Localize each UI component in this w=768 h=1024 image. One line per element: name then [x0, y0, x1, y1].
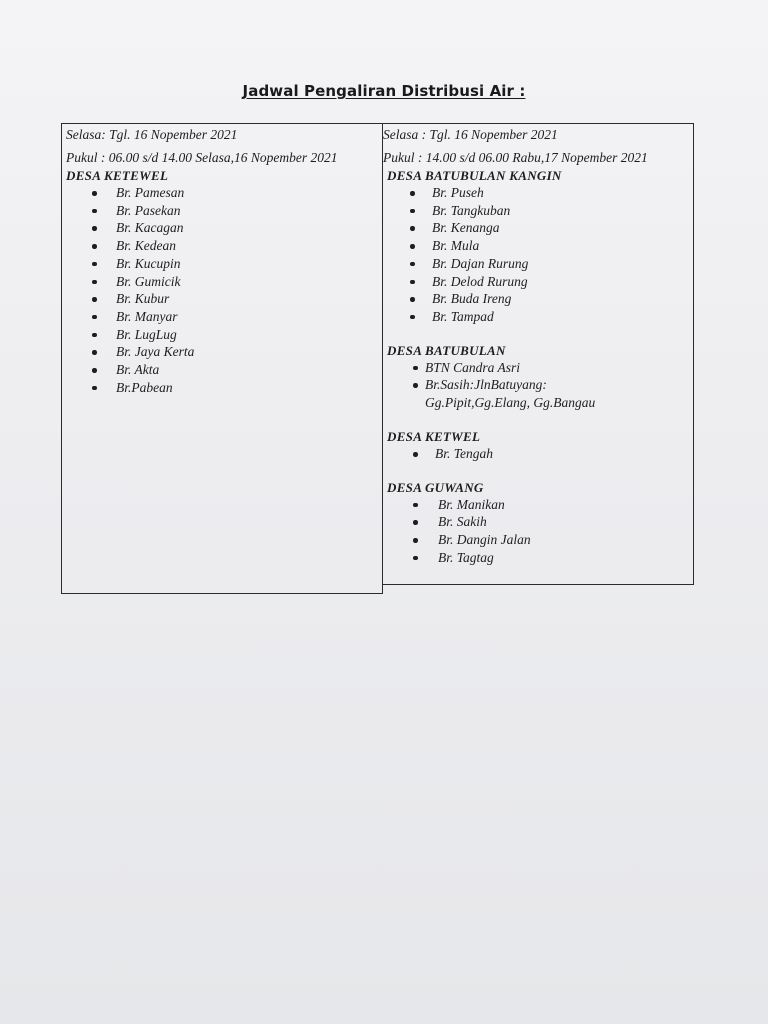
- bullet-icon: [92, 226, 97, 231]
- list-item: Br. Sakih: [383, 513, 689, 531]
- list-item: Br. Kenanga: [383, 219, 689, 237]
- bullet-icon: [410, 297, 415, 302]
- list-item: Br. Tengah: [383, 445, 689, 463]
- bullet-icon: [410, 209, 415, 214]
- banjar-list: [66, 184, 378, 396]
- banjar-list: [383, 184, 689, 326]
- bullet-icon: [413, 383, 418, 388]
- list-item: BTN Candra Asri: [383, 359, 689, 377]
- list-item: Br.Sasih:JlnBatuyang:: [383, 376, 689, 394]
- list-item-continuation: Gg.Pipit,Gg.Elang, Gg.Bangau: [425, 395, 596, 411]
- schedule-date: Selasa : Tgl. 16 Nopember 2021: [383, 127, 558, 142]
- bullet-icon: [413, 503, 418, 508]
- bullet-icon: [413, 538, 418, 543]
- list-item: Br. Dangin Jalan: [383, 531, 689, 549]
- table-border-left: [61, 123, 62, 594]
- list-item: Br. Manyar: [66, 308, 378, 326]
- desa-heading: DESA KETWEL: [387, 429, 481, 445]
- list-item: Br. Tagtag: [383, 549, 689, 567]
- list-item: Br. Tampad: [383, 308, 689, 326]
- list-item: Br. Kubur: [66, 290, 378, 308]
- bullet-icon: [92, 297, 97, 302]
- page-title: Jadwal Pengaliran Distribusi Air :: [242, 82, 526, 100]
- list-item: Br. Gumicik: [66, 273, 378, 291]
- bullet-icon: [92, 262, 97, 267]
- list-item: Br. Mula: [383, 237, 689, 255]
- banjar-list: [383, 359, 689, 394]
- bullet-icon: [92, 333, 97, 338]
- banjar-list: [383, 445, 689, 463]
- desa-heading: DESA GUWANG: [387, 479, 484, 495]
- bullet-icon: [92, 386, 97, 391]
- bullet-icon: [413, 520, 418, 525]
- list-item: Br. Manikan: [383, 496, 689, 514]
- list-item: Br.Pabean: [66, 379, 378, 397]
- banjar-list: [383, 496, 689, 567]
- schedule-date: Selasa: Tgl. 16 Nopember 2021: [66, 127, 238, 142]
- table-border-top: [61, 123, 694, 124]
- desa-heading: DESA KETEWEL: [66, 168, 169, 183]
- list-item: Br. Tangkuban: [383, 202, 689, 220]
- list-item: Br. Puseh: [383, 184, 689, 202]
- bullet-icon: [92, 244, 97, 249]
- desa-heading: DESA BATUBULAN KANGIN: [387, 168, 562, 183]
- list-item: Br. Pamesan: [66, 184, 378, 202]
- bullet-icon: [410, 226, 415, 231]
- list-item: Br. Kedean: [66, 237, 378, 255]
- schedule-time: Pukul : 14.00 s/d 06.00 Rabu,17 Nopember 2021: [383, 150, 648, 165]
- list-item: Br. Dajan Rurung: [383, 255, 689, 273]
- bullet-icon: [92, 315, 97, 320]
- list-item: Br. Jaya Kerta: [66, 343, 378, 361]
- bullet-icon: [92, 209, 97, 214]
- bullet-icon: [410, 191, 415, 196]
- bullet-icon: [92, 368, 97, 373]
- list-item: Br. Kucupin: [66, 255, 378, 273]
- bullet-icon: [410, 244, 415, 249]
- list-item: Br. LugLug: [66, 326, 378, 344]
- bullet-icon: [92, 280, 97, 285]
- table-border-right: [693, 123, 694, 585]
- list-item: Br. Pasekan: [66, 202, 378, 220]
- bullet-icon: [410, 262, 415, 267]
- list-item: Br. Buda Ireng: [383, 290, 689, 308]
- desa-heading: DESA BATUBULAN: [387, 342, 506, 358]
- schedule-time: Pukul : 06.00 s/d 14.00 Selasa,16 Nopember 2021: [66, 150, 338, 165]
- table-border-bottom-left: [61, 593, 383, 594]
- bullet-icon: [410, 280, 415, 285]
- bullet-icon: [92, 191, 97, 196]
- table-border-bottom-right: [382, 584, 694, 585]
- schedule-column-right: [383, 126, 689, 567]
- bullet-icon: [413, 452, 418, 457]
- bullet-icon: [92, 350, 97, 355]
- list-item: Br. Kacagan: [66, 219, 378, 237]
- bullet-icon: [413, 556, 418, 561]
- bullet-icon: [413, 366, 418, 371]
- schedule-column-left: [66, 126, 378, 396]
- list-item: Br. Delod Rurung: [383, 273, 689, 291]
- bullet-icon: [410, 315, 415, 320]
- list-item: Br. Akta: [66, 361, 378, 379]
